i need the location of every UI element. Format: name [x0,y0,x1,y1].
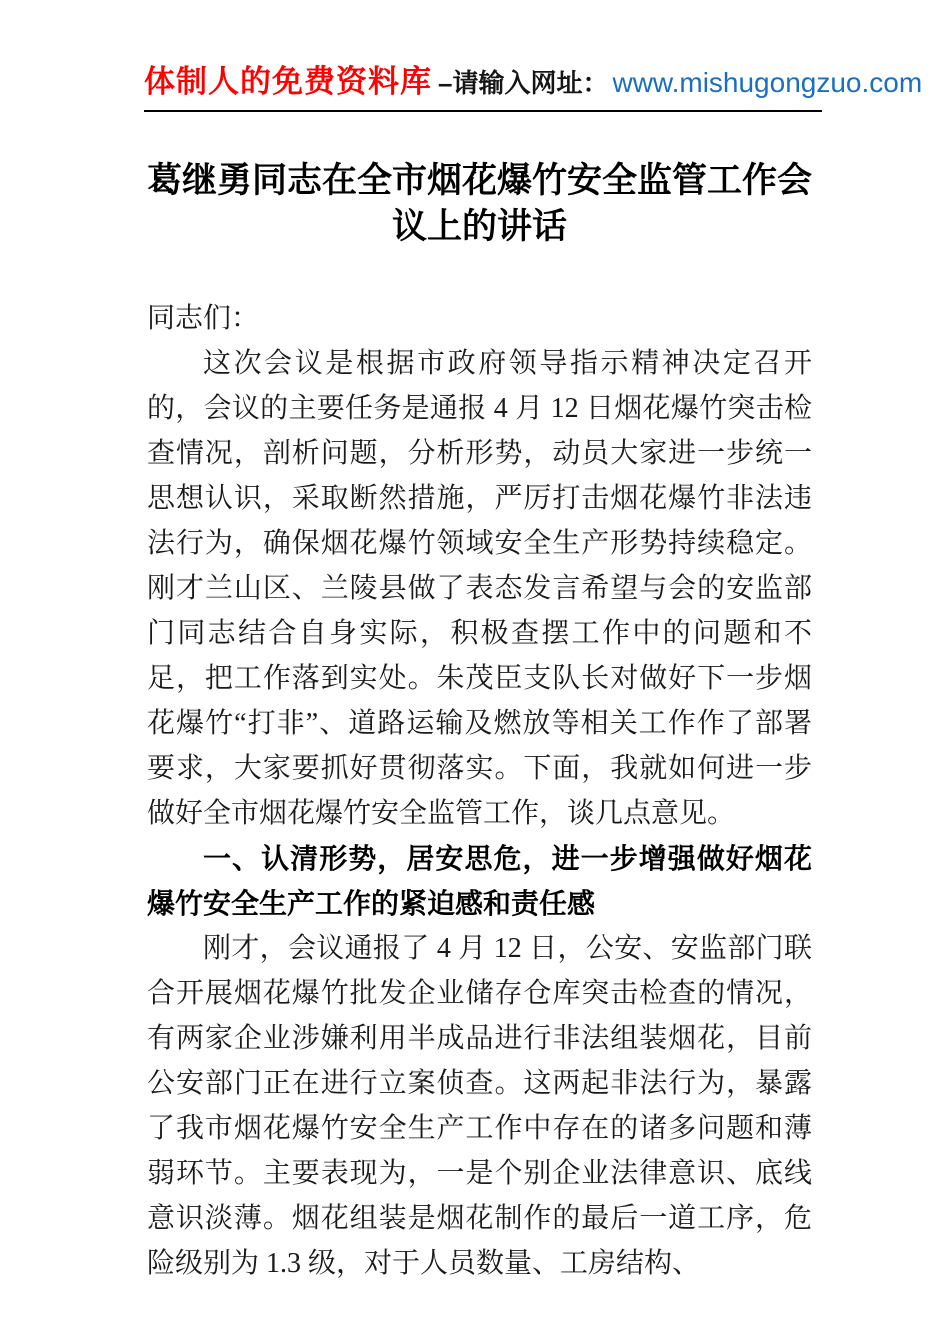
document-body [147,296,812,1286]
paragraph-section-1: 刚才，会议通报了 4 月 12 日，公安、安监部门联合开展烟花爆竹批发企业储存仓库突击检查的情况，有两家企业涉嫌利用半成品进行非法组装烟花，目前公安部门正在进行立案侦查。这两起非法行为，暴露了我市烟花爆竹安全生产工作中存在的诸多问题和薄弱环节。主要表现为，一是个别企业法律意识、底线意识淡薄。烟花组装是烟花制作的最后一道工序，危险级别为 1.3 级，对于人员数量、工房结构、 [147,933,812,1279]
document-title: 葛继勇同志在全市烟花爆竹安全监管工作会议上的讲话 [147,161,813,246]
site-banner [144,56,923,112]
banner-brand-text: 体制人的免费资料库 [144,64,432,99]
banner-url-link[interactable]: www.mishugongzuo.com [612,67,923,98]
salutation-line: 同志们： [147,303,260,334]
paragraph-opening: 这次会议是根据市政府领导指示精神决定召开的，会议的主要任务是通报 4 月 12 日烟花爆竹突击检查情况，剖析问题，分析形势，动员大家进一步统一思想认识，采取断然措施，严厉打击烟花爆竹非法违法行为，确保烟花爆竹领域安全生产形势持续稳定。刚才兰山区、兰陵县做了表态发言希望与会的安监部门同志结合自身实际，积极查摆工作中的问题和不足，把工作落到实处。朱茂臣支队长对做好下一步烟花爆竹“打非”、道路运输及燃放等相关工作作了部署要求，大家要抓好贯彻落实。下面，我就如何进一步做好全市烟花爆竹安全监管工作，谈几点意见。 [147,348,812,829]
banner-instruction-text: –请输入网址： [438,68,609,98]
section-heading-1: 一、认清形势，居安思危，进一步增强做好烟花爆竹安全生产工作的紧迫感和责任感 [147,843,812,919]
